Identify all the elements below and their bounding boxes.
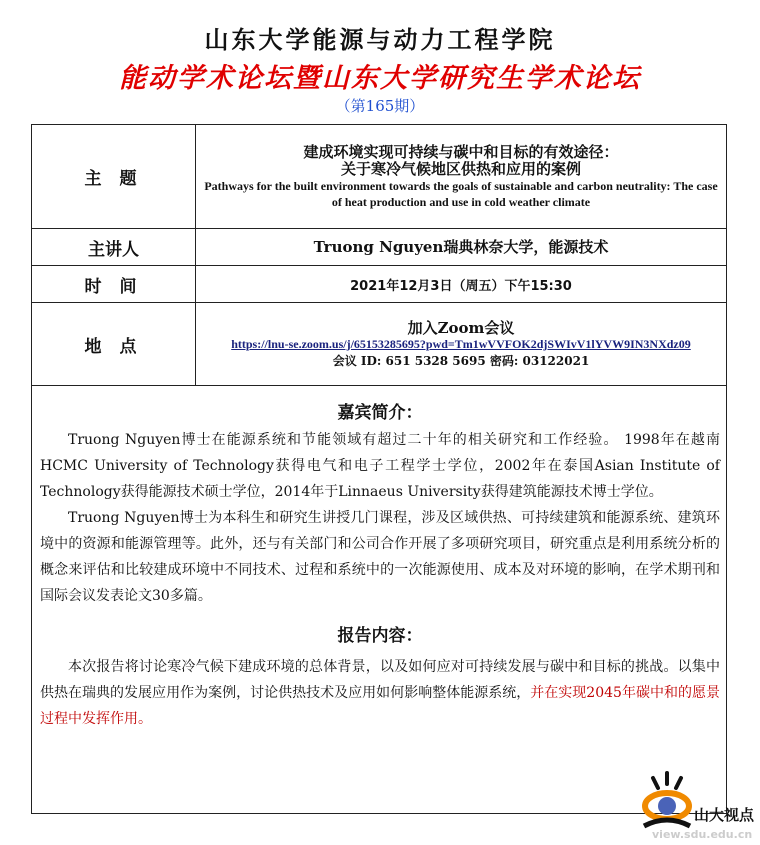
speaker-label: 主讲人: [32, 229, 196, 266]
school-title: 山东大学能源与动力工程学院: [204, 25, 556, 54]
speaker: Truong Nguyen瑞典林奈大学，能源技术: [196, 229, 727, 266]
time: 2021年12月3日（周五）下午15:30: [196, 266, 727, 303]
forum-title: 能动学术论坛暨山东大学研究生学术论坛: [119, 63, 641, 94]
bio-paragraph-2: Truong Nguyen博士为本科生和研究生讲授几门课程，涉及区域供热、可持续建筑和能源系统、建筑环境中的资源和能源管理等。此外，还与有关部门和公司合作开展了多项研究项目，研究重点是利用系统分析的概念来评估和比较建成环境中不同技术、过程和系统中的一次能源使用、成本及对环境的影响，在学术期刊和国际会议发表论文30多篇。: [40, 510, 720, 604]
topic-label: 主 题: [32, 125, 196, 229]
report-text: 本次报告将讨论寒冷气候下建成环境的总体背景，以及如何应对可持续发展与碳中和目标的挑战。以集中供热在瑞典的发展应用作为案例，讨论供热技术及应用如何影响整体能源系统，: [40, 659, 720, 701]
content-cell: [32, 386, 727, 814]
topic-zh-2: 关于寒冷气候地区供热和应用的案例: [340, 159, 581, 178]
meeting-id: 会议 ID: 651 5328 5695 密码: 03122021: [332, 353, 590, 368]
time-label: 时 间: [32, 266, 196, 303]
zoom-title: 加入Zoom会议: [407, 318, 515, 337]
svg-text:view.sdu.edu.cn: view.sdu.edu.cn: [652, 828, 753, 841]
topic-en: Pathways for the built environment towards the goals of sustainable and carbon neutrality: The case of heat production and use in cold weather climate: [204, 178, 718, 209]
topic-zh-1: 建成环境实现可持续与碳中和目标的有效途径：: [303, 142, 619, 161]
topic-cell: [196, 125, 727, 229]
report-heading: 报告内容：: [337, 626, 423, 646]
bio-paragraph-1: Truong Nguyen博士在能源系统和节能领域有超过二十年的相关研究和工作经验。 1998年在越南HCMC University of Technology获得电气和电子工程学士学位，2002年在泰国Asian Institute of Technology获得能源技术硕士学位，2014年于Linnaeus University获得建筑能源技术博士学位。: [40, 432, 720, 500]
report-text-highlight: 并在实现2045年碳中和的愿景过程中发挥作用。: [40, 685, 720, 727]
eye-logo-icon: [630, 768, 760, 841]
place-label: 地 点: [32, 303, 196, 386]
report-paragraph: [40, 654, 720, 732]
bio-heading: 嘉宾简介：: [337, 403, 423, 423]
zoom-link[interactable]: https://lnu-se.zoom.us/j/65153285695?pwd=Tm1wVVFOK2djSWIvV1lYVW9IN3NXdz09: [231, 336, 691, 351]
issue-number: （第165期）: [335, 97, 425, 115]
svg-text:山大视点: 山大视点: [694, 806, 755, 824]
info-table: [31, 124, 727, 814]
sdu-view-logo: [630, 768, 760, 841]
place-cell: [196, 303, 727, 386]
